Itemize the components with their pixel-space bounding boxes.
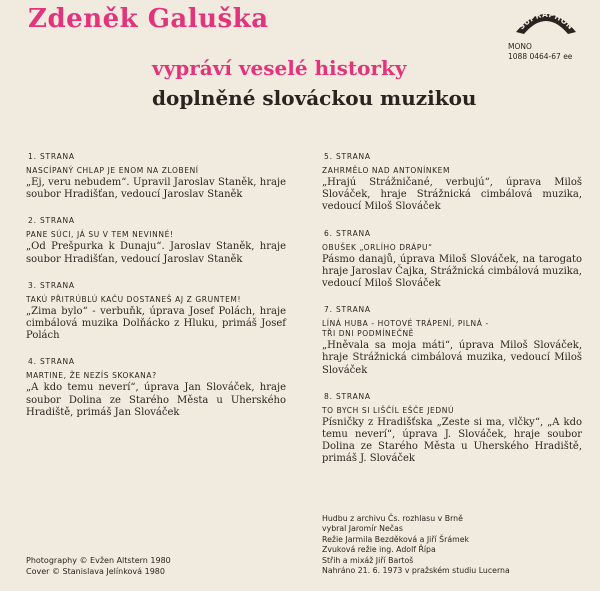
- side-6: [322, 229, 582, 291]
- story-description: „Hrajú Strážničané, verbujú“, úprava Miloš Slováček, hraje Strážnická cimbálová muzika, vedoucí Miloš Slováček: [322, 177, 582, 213]
- format-label: MONO: [508, 42, 532, 51]
- production-credits: [322, 514, 510, 576]
- side-label: 8. STRANA: [324, 391, 371, 401]
- story-description: „Ej, veru nebudem“. Upravil Jaroslav Staněk, hraje soubor Hradišťan, vedoucí Jaroslav Staněk: [26, 177, 286, 201]
- credit-line: Hudbu z archivu Čs. rozhlasu v Brně: [322, 514, 463, 523]
- side-label: 7. STRANA: [324, 305, 371, 315]
- credit-line: Střih a mixáž Jiří Bartoš: [322, 555, 414, 565]
- left-column: [26, 152, 286, 434]
- story-description: „Hněvala sa moja máti“, úprava Miloš Slováček, hraje Strážnická cimbálová muzika, vedoucí Miloš Slováček: [322, 340, 582, 376]
- side-3: [26, 281, 286, 343]
- side-label: 2. STRANA: [28, 216, 75, 226]
- right-column: [322, 152, 582, 481]
- side-4: [26, 357, 286, 419]
- story-title: NASCÍPANÝ CHLAP JE ENOM NA ZLOBENÍ: [26, 166, 199, 175]
- credit-line: Nahráno 21. 6. 1973 v pražském studiu Lucerna: [322, 566, 510, 576]
- catalog-info: [508, 42, 572, 62]
- side-label: 6. STRANA: [324, 228, 371, 238]
- logo-text: SUPRAPHON: [516, 9, 576, 32]
- side-1: [26, 152, 286, 201]
- photography-credit: Photography © Evžen Altstern 1980: [26, 556, 171, 565]
- story-description: „Zima bylo“ - verbuňk, úprava Josef Polách, hraje cimbálová muzika Dolňácko z Hluku, primáš Josef Polách: [26, 305, 286, 342]
- photo-credits: [26, 555, 171, 577]
- credit-line: Režie Jarmila Bezděková a Jiří Šrámek: [322, 534, 470, 544]
- credit-line: vybral Jaromír Nečas: [322, 524, 403, 534]
- supraphon-logo: [510, 2, 582, 36]
- side-label: 1. STRANA: [28, 152, 75, 161]
- story-description: Pásmo danajů, úprava Miloš Slováček, na tarogato hraje Jaroslav Čajka, Strážnická cimbálová muzika, vedoucí Miloš Slováček: [322, 253, 582, 290]
- story-description: „A kdo temu neverí“, úprava Jan Slováček, hraje soubor Dolina ze Starého Města u Uherského Hradiště, primáš Jan Slováček: [26, 382, 286, 418]
- story-title: PANE SÚCI, JÁ SU V TEM NEVINNÉ!: [26, 230, 174, 240]
- side-2: [26, 216, 286, 265]
- artist-name: Zdeněk Galuška: [28, 4, 269, 34]
- credit-line: Zvuková režie ing. Adolf Řípa: [322, 545, 436, 555]
- story-description: „Od Prešpurka k Dunaju“. Jaroslav Staněk, hraje soubor Hradišťan, vedoucí Jaroslav Staněk: [26, 241, 286, 265]
- side-label: 3. STRANA: [28, 280, 75, 290]
- side-label: 5. STRANA: [324, 152, 371, 161]
- story-title: MARTINE, ŽE NEZÍS SKOKANA?: [26, 371, 157, 381]
- story-title: ZAHRMĚLO NAD ANTONÍNKEM: [322, 166, 451, 175]
- catalog-number: 1088 0464-67 ee: [508, 52, 573, 61]
- story-title: TO BYCH SI LIŠČÍL EŠČE JEDNÚ: [322, 405, 455, 415]
- story-title: TAKÚ PŘITRÚBLÚ KAČU DOSTANEŠ AJ Z GRUNTEM!: [26, 294, 242, 304]
- cover-credit: Cover © Stanislava Jelínková 1980: [26, 567, 165, 576]
- story-title: LÍNÁ HUBA - HOTOVÉ TRÁPENÍ, PILNÁ - TŘI DNI PODMÍNEČNĚ: [322, 319, 489, 339]
- side-7: [322, 305, 582, 377]
- side-label: 4. STRANA: [28, 357, 75, 367]
- subtitle-line-1: vypráví veselé historky: [152, 56, 407, 80]
- subtitle-line-2: doplněné slováckou muzikou: [152, 86, 477, 110]
- story-title: OBUŠEK „ORLÍHO DRÁPU“: [322, 242, 433, 252]
- story-description: Písničky z Hradišťska „Zeste si ma, vlčky“, „A kdo temu neverí“, úprava J. Slováček, hraje soubor Dolina ze Starého Města u Uherského Hradiště, primáš J. Slováček: [322, 416, 582, 465]
- side-8: [322, 392, 582, 466]
- side-5: [322, 152, 582, 214]
